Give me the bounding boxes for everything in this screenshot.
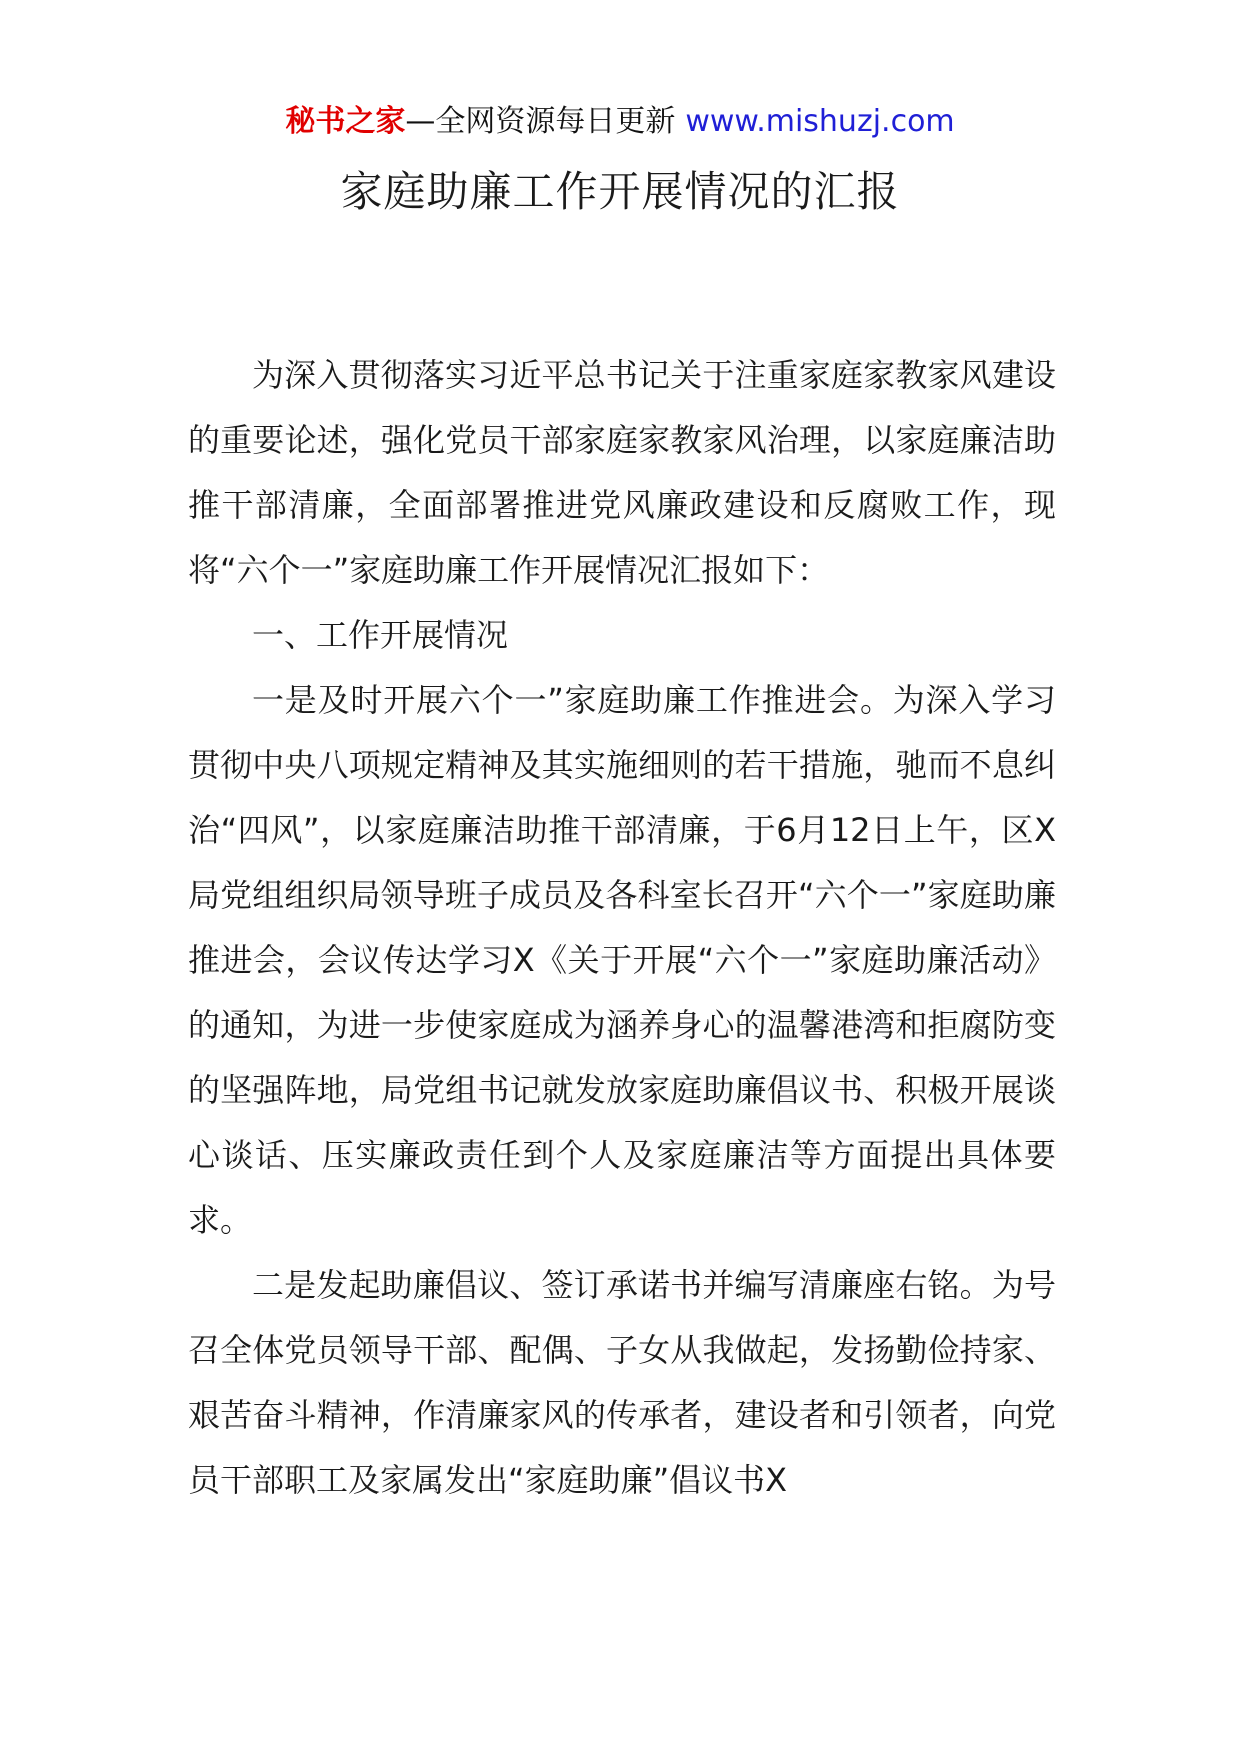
section-heading: 一、工作开展情况 [252,616,509,654]
brand-slogan: —全网资源每日更新 [405,104,676,139]
paragraph-intro: 为深入贯彻落实习近平总书记关于注重家庭家教家风建设的重要论述，强化党员干部家庭家教家风治理，以家庭廉洁助推干部清廉，全面部署推进党风廉政建设和反腐败工作，现将“六个一”家庭助廉工作开展情况汇报如下： [188,356,1056,589]
brand-name: 秘书之家 [285,104,406,139]
document-title: 家庭助廉工作开展情况的汇报 [340,167,900,216]
document-body [188,343,1056,1513]
website-link[interactable]: www.mishuzj.com [685,104,955,139]
paragraph-item-1: 一是及时开展六个一”家庭助廉工作推进会。为深入学习贯彻中央八项规定精神及其实施细则的若干措施，驰而不息纠治“四风”，以家庭廉洁助推干部清廉，于6月12日上午，区X局党组组织局领导班子成员及各科室长召开“六个一”家庭助廉推进会，会议传达学习X《关于开展“六个一”家庭助廉活动》的通知，为进一步使家庭成为涵养身心的温馨港湾和拒腐防变的坚强阵地，局党组书记就发放家庭助廉倡议书、积极开展谈心谈话、压实廉政责任到个人及家庭廉洁等方面提出具体要求。 [188,681,1056,1239]
header-banner [0,102,1240,142]
paragraph-item-2: 二是发起助廉倡议、签订承诺书并编写清廉座右铭。为号召全体党员领导干部、配偶、子女从我做起，发扬勤俭持家、艰苦奋斗精神，作清廉家风的传承者，建设者和引领者，向党员干部职工及家属发出“家庭助廉”倡议书X [188,1266,1056,1499]
